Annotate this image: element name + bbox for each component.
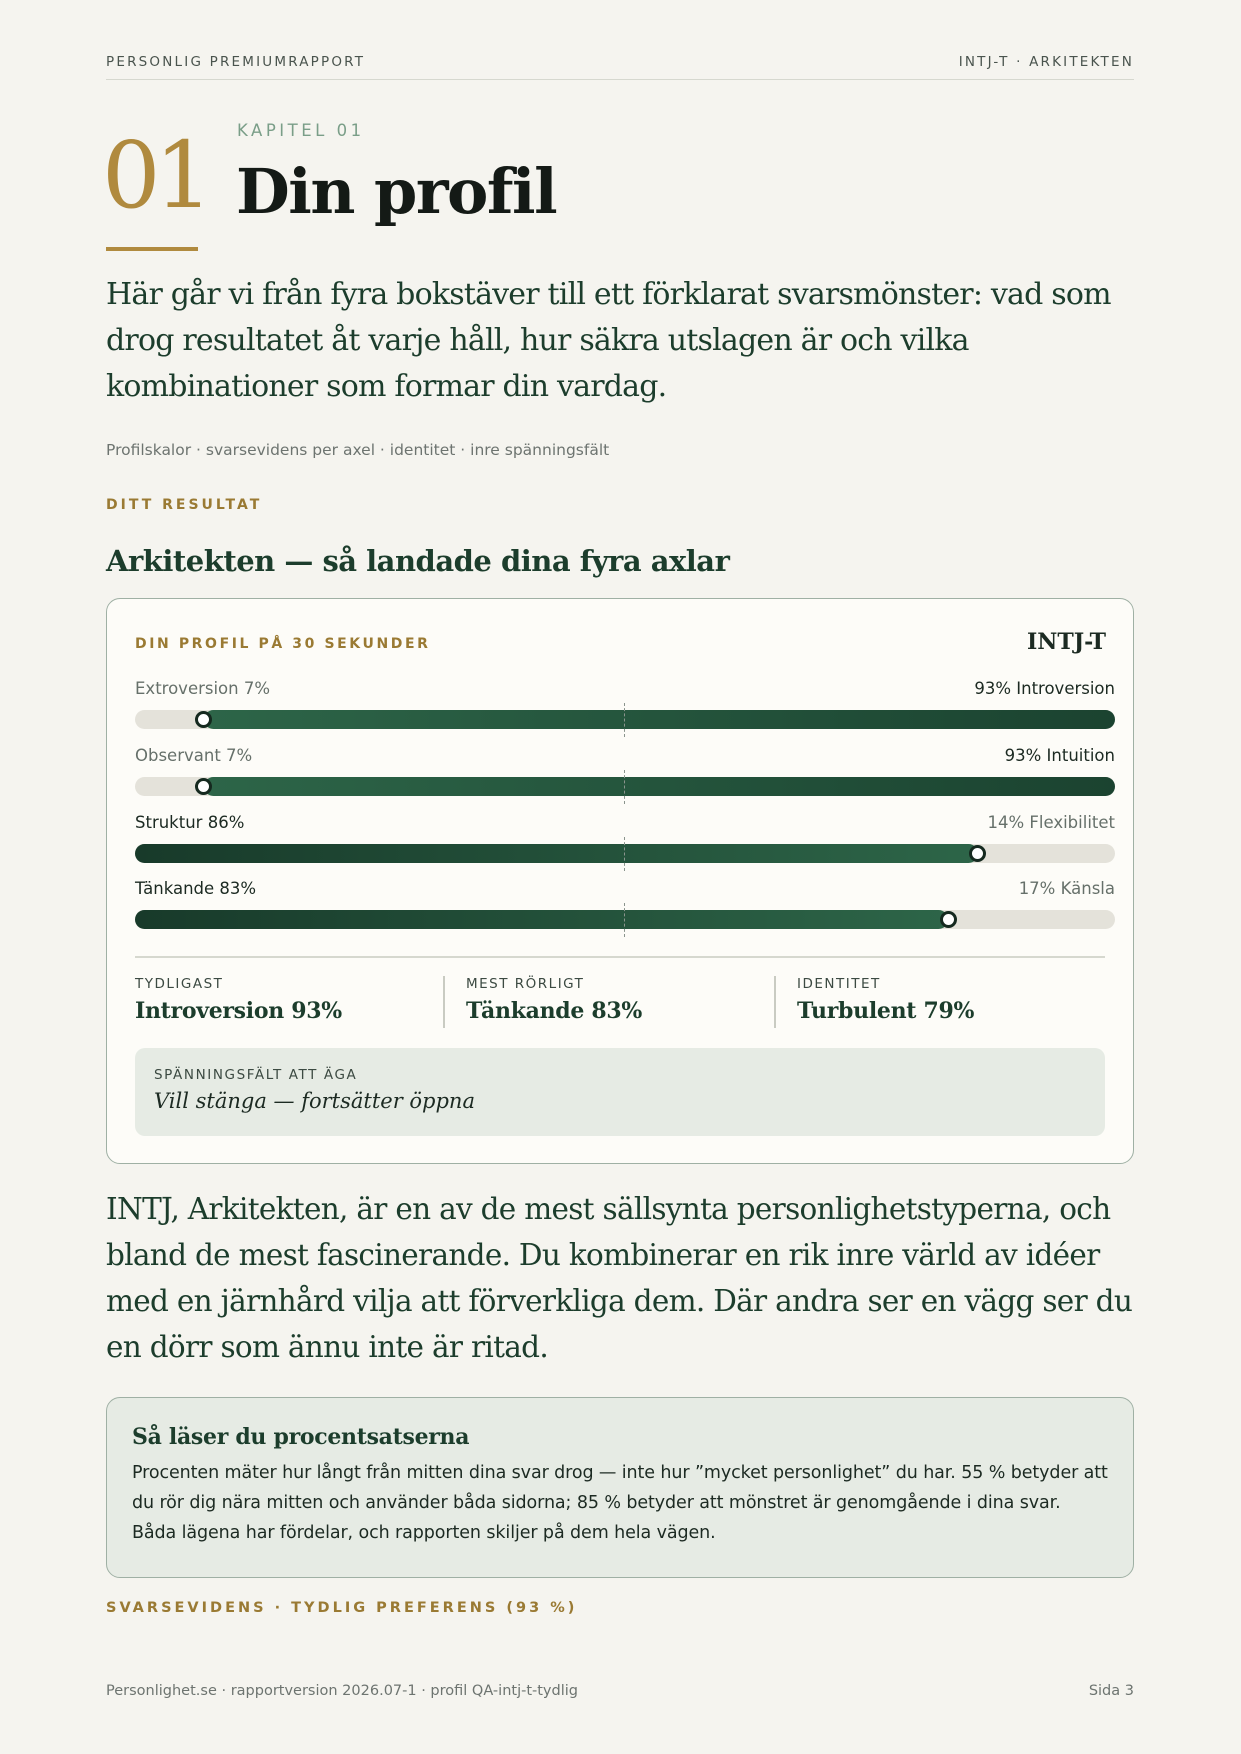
axis-fill <box>135 844 978 863</box>
axis-midpoint <box>624 903 625 937</box>
axis-left-label: Extroversion 7% <box>135 679 271 698</box>
axis-midpoint <box>624 770 625 804</box>
stat-most-flexible <box>466 976 776 1028</box>
chapter-topics: Profilskalor · svarsevidens per axel · identitet · inre spänningsfält <box>106 441 610 459</box>
axis-left-label: Observant 7% <box>135 746 253 765</box>
stat-label: MEST RÖRLIGT <box>466 976 585 992</box>
evidence-label: SVARSEVIDENS · TYDLIG PREFERENS (93 %) <box>106 1600 578 1616</box>
report-page <box>102 0 1134 1754</box>
profile-summary-card <box>106 598 1134 1164</box>
chapter-number: 01 <box>102 122 208 229</box>
axis-marker <box>195 778 212 795</box>
axis-midpoint <box>624 837 625 871</box>
stat-separator <box>443 976 445 1028</box>
page-footer <box>106 1683 1134 1699</box>
card-divider <box>135 956 1105 958</box>
axis-track <box>135 777 1115 796</box>
result-eyebrow: DITT RESULTAT <box>106 497 263 513</box>
chapter-lede: Här går vi från fyra bokstäver till ett förklarat svarsmönster: vad som drog resultatet åt varje håll, hur säkra utslagen är och vilka kombinationer som formar din vardag. <box>106 277 1111 404</box>
chapter-kicker: KAPITEL 01 <box>237 121 365 140</box>
tension-label: SPÄNNINGSFÄLT ATT ÄGA <box>154 1067 358 1083</box>
chapter-rule <box>106 247 198 251</box>
tension-text: Vill stänga — fortsätter öppna <box>154 1089 475 1113</box>
axis-fill <box>204 710 1115 729</box>
stat-clearest <box>135 976 445 1028</box>
axis-left-label: Tänkande 83% <box>135 879 257 898</box>
footer-source: Personlighet.se · rapportversion 2026.07-1 · profil QA-intj-t-tydlig <box>106 1683 578 1699</box>
type-code: INTJ-T <box>1026 629 1106 655</box>
axis-fill <box>204 777 1115 796</box>
reading-guide-text: Procenten mäter hur långt från mitten dina svar drog — inte hur ”mycket personlighet” du har. 55 % betyder att du rör dig nära mitten och använder båda sidorna; 85 % betyder att mönstret är genomgående i dina svar. Båda lägena har fördelar, och rapporten skiljer på dem hela vägen. <box>132 1463 1108 1543</box>
header-report-title: PERSONLIG PREMIUMRAPPORT <box>106 54 366 70</box>
axis-fill <box>135 910 948 929</box>
axis-right-label: 17% Känsla <box>1018 879 1115 898</box>
axis-track <box>135 910 1115 929</box>
axis-marker <box>940 911 957 928</box>
stat-value: Tänkande 83% <box>466 998 643 1024</box>
stat-value: Introversion 93% <box>135 998 342 1024</box>
axis-left-label: Struktur 86% <box>135 813 245 832</box>
stat-identity <box>797 976 1107 1028</box>
header-type-label: INTJ-T · ARKITEKTEN <box>958 54 1134 70</box>
type-description: INTJ, Arkitekten, är en av de mest sällsynta personlighetstyperna, och bland de mest fascinerande. Du kombinerar en rik inre värld av idéer med en järnhård vilja att förverkliga dem. Där andra ser en vägg ser du en dörr som ännu inte är ritad. <box>106 1192 1133 1364</box>
axis-right-label: 93% Introversion <box>974 679 1115 698</box>
page-number: Sida 3 <box>1088 1683 1134 1699</box>
axis-row <box>135 746 1115 802</box>
stat-value: Turbulent 79% <box>797 998 975 1024</box>
stat-label: IDENTITET <box>797 976 881 992</box>
axis-right-label: 14% Flexibilitet <box>987 813 1115 832</box>
axis-right-label: 93% Intuition <box>1004 746 1115 765</box>
tension-box <box>135 1048 1105 1136</box>
axis-midpoint <box>624 703 625 737</box>
card-eyebrow: DIN PROFIL PÅ 30 SEKUNDER <box>135 636 431 652</box>
result-title: Arkitekten — så landade dina fyra axlar <box>106 544 730 578</box>
reading-guide-box <box>106 1397 1134 1578</box>
axis-marker <box>969 845 986 862</box>
running-header <box>106 54 1134 80</box>
axis-row <box>135 879 1115 935</box>
axis-row <box>135 679 1115 735</box>
axis-track <box>135 844 1115 863</box>
page-title: Din profil <box>236 155 557 228</box>
stat-separator <box>774 976 776 1028</box>
stat-label: TYDLIGAST <box>135 976 224 992</box>
axis-marker <box>195 711 212 728</box>
axis-row <box>135 813 1115 869</box>
reading-guide-title: Så läser du procentsatserna <box>132 1424 470 1450</box>
axis-track <box>135 710 1115 729</box>
